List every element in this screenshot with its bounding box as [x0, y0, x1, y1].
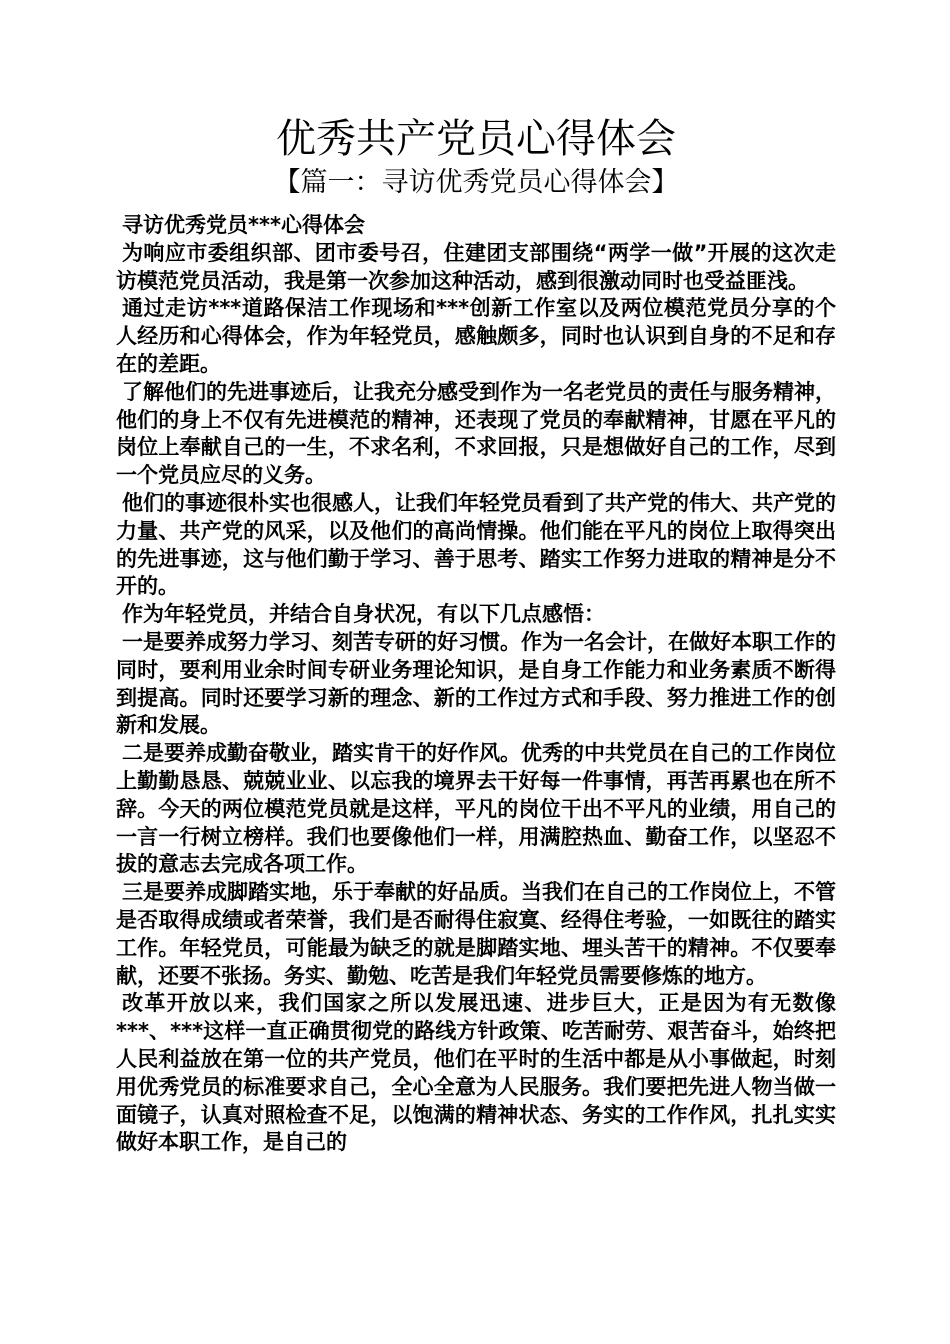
- document-title: 优秀共产党员心得体会: [276, 116, 676, 162]
- paragraph: 通过走访***道路保洁工作现场和***创新工作室以及两位模范党员分享的个人经历和心得体会，作为年轻党员，感触颇多，同时也认识到自身的不足和存在的差距。: [116, 296, 836, 376]
- paragraph: 为响应市委组织部、团市委号召，住建团支部围绕“两学一做”开展的这次走访模范党员活动，我是第一次参加这种活动，感到很激动同时也受益匪浅。: [116, 240, 836, 293]
- paragraph: 改革开放以来，我们国家之所以发展迅速、进步巨大，正是因为有无数像***、***这样一直正确贯彻党的路线方针政策、吃苦耐劳、艰苦奋斗，始终把人民利益放在第一位的共产党员，他们在平时的生活中都是从小事做起，时刻用优秀党员的标准要求自己，全心全意为人民服务。我们要把先进人物当做一面镜子，认真对照检查不足，以饱满的精神状态、务实的工作作风，扎扎实实做好本职工作，是自己的: [116, 991, 836, 1155]
- document-body: [116, 212, 836, 1157]
- paragraph: 三是要养成脚踏实地，乐于奉献的好品质。当我们在自己的工作岗位上，不管是否取得成绩或者荣誉，我们是否耐得住寂寞、经得住考验，一如既往的踏实工作。年轻党员，可能最为缺乏的就是脚踏实地、埋头苦干的精神。不仅要奉献，还要不张扬。务实、勤勉、吃苦是我们年轻党员需要修炼的地方。: [116, 880, 836, 988]
- paragraph: 一是要养成努力学习、刻苦专研的好习惯。作为一名会计，在做好本职工作的同时，要利用业余时间专研业务理论知识，是自身工作能力和业务素质不断得到提高。同时还要学习新的理念、新的工作过方式和手段、努力推进工作的创新和发展。: [116, 629, 836, 738]
- paragraph: 作为年轻党员，并结合自身状况，有以下几点感悟：: [122, 602, 605, 627]
- document-page: [116, 112, 836, 1157]
- paragraph: 二是要养成勤奋敬业，踏实肯干的好作风。优秀的中共党员在自己的工作岗位上勤勤恳恳、兢兢业业、以忘我的境界去干好每一件事情，再苦再累也在所不辞。今天的两位模范党员就是这样，平凡的岗位干出不平凡的业绩，用自己的一言一行树立榜样。我们也要像他们一样，用满腔热血、勤奋工作，以坚忍不拔的意志去完成各项工作。: [116, 741, 836, 877]
- paragraph: 他们的事迹很朴实也很感人，让我们年轻党员看到了共产党的伟大、共产党的力量、共产党的风采，以及他们的高尚情操。他们能在平凡的岗位上取得突出的先进事迹，这与他们勤于学习、善于思考、踏实工作努力进取的精神是分不开的。: [116, 490, 836, 599]
- paragraph: 了解他们的先进事迹后，让我充分感受到作为一名老党员的责任与服务精神，他们的身上不仅有先进模范的精神，还表现了党员的奉献精神，甘愿在平凡的岗位上奉献自己的一生，不求名利，不求回报，只是想做好自己的工作，尽到一个党员应尽的义务。: [116, 379, 836, 488]
- section-heading: 寻访优秀党员***心得体会: [122, 213, 365, 237]
- document-subtitle: 【篇一：寻访优秀党员心得体会】: [273, 167, 679, 198]
